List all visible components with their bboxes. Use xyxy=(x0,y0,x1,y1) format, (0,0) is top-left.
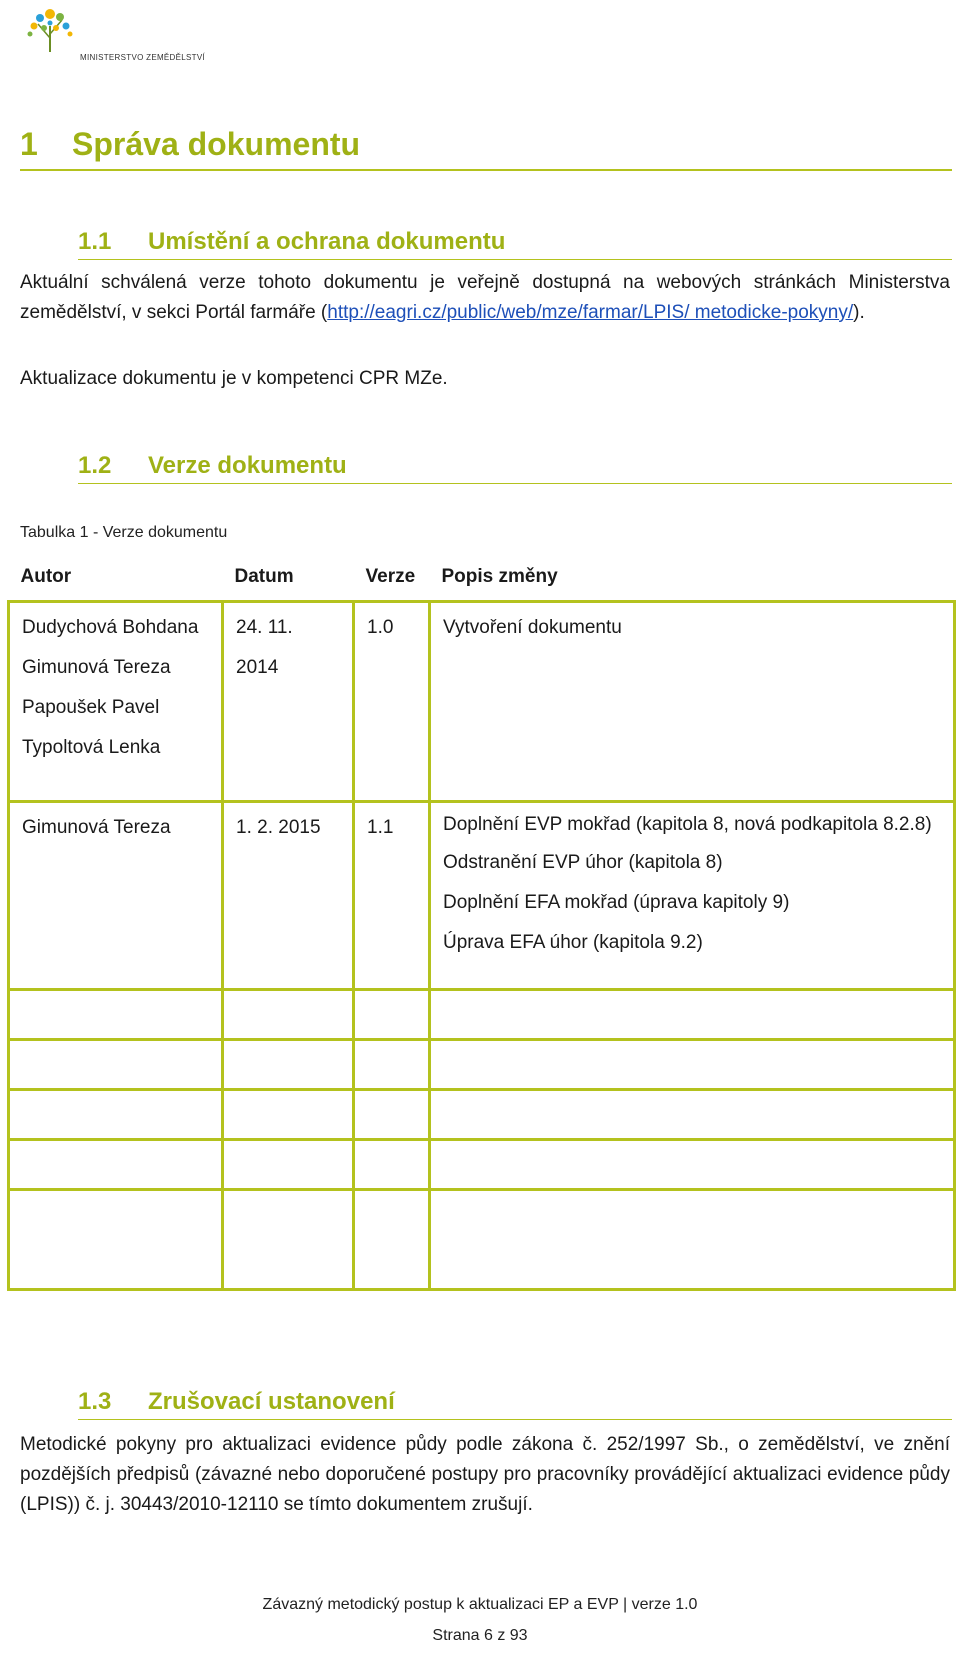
change-item: Doplnění EFA mokřad (úprava kapitoly 9) xyxy=(443,892,790,913)
change-item: Doplnění EVP mokřad (kapitola 8, nová podkapitola 8.2.8) xyxy=(443,814,932,835)
chapter-number: 1 xyxy=(20,126,38,162)
section-heading-1-3 xyxy=(78,1388,952,1420)
column-header-date: Datum xyxy=(223,553,354,602)
version-cell: 1.1 xyxy=(354,802,430,990)
change-item: Úprava EFA úhor (kapitola 9.2) xyxy=(443,932,703,953)
ministry-logo xyxy=(20,4,205,66)
section-title: Umístění a ochrana dokumentu xyxy=(148,228,506,255)
section-title: Zrušovací ustanovení xyxy=(148,1388,395,1415)
empty-table-row xyxy=(9,1140,955,1190)
description-cell xyxy=(430,802,955,990)
logo-text: MINISTERSTVO ZEMĚDĚLSTVÍ xyxy=(80,53,205,62)
author-cell xyxy=(9,802,223,990)
chapter-title: Správa dokumentu xyxy=(72,126,361,162)
table-row xyxy=(9,802,955,990)
section-heading-1-1 xyxy=(78,228,952,260)
column-header-author: Autor xyxy=(9,553,223,602)
empty-table-row xyxy=(9,1040,955,1090)
availability-text-end: ). xyxy=(853,302,865,323)
table-row xyxy=(9,602,955,802)
section-title: Verze dokumentu xyxy=(148,452,347,479)
author-name: Gimunová Tereza xyxy=(22,817,171,838)
version-cell: 1.0 xyxy=(354,602,430,802)
empty-table-row xyxy=(9,1190,955,1290)
table-header-row xyxy=(9,553,955,602)
author-name: Papoušek Pavel xyxy=(22,697,160,718)
description-cell xyxy=(430,602,955,802)
chapter-heading xyxy=(20,126,952,171)
author-cell xyxy=(9,602,223,802)
table-caption: Tabulka 1 - Verze dokumentu xyxy=(20,524,228,541)
author-name: Dudychová Bohdana xyxy=(22,617,199,638)
availability-text: Aktuální schválená verze tohoto dokumentu je veřejně dostupná na webových stránkách Ministerstva zemědělství, v sekci Portál farmáře ( xyxy=(20,272,950,323)
portal-link[interactable]: http://eagri.cz/public/web/mze/farmar/LPIS/ metodicke-pokyny/ xyxy=(327,302,854,323)
tree-logo-icon xyxy=(20,4,80,54)
column-header-description: Popis změny xyxy=(430,553,955,602)
section-heading-1-2 xyxy=(78,452,952,484)
competence-paragraph: Aktualizace dokumentu je v kompetenci CPR MZe. xyxy=(20,368,448,389)
repeal-paragraph: Metodické pokyny pro aktualizaci evidence půdy podle zákona č. 252/1997 Sb., o zemědělství, ve znění pozdějších předpisů (závazné nebo doporučené postupy pro pracovníky provádějící aktualizaci evidence půdy (LPIS)) č. j. 30443/2010-12110 se tímto dokumentem zrušují. xyxy=(20,1434,950,1515)
empty-table-row xyxy=(9,1090,955,1140)
section-number: 1.1 xyxy=(78,228,112,255)
page-number: Strana 6 z 93 xyxy=(432,1627,528,1644)
author-name: Gimunová Tereza xyxy=(22,657,171,678)
date-cell: 1. 2. 2015 xyxy=(223,802,354,990)
footer-title: Závazný metodický postup k aktualizaci EP a EVP | verze 1.0 xyxy=(262,1596,698,1613)
column-header-version: Verze xyxy=(354,553,430,602)
change-item: Odstranění EVP úhor (kapitola 8) xyxy=(443,852,723,873)
version-table xyxy=(7,553,956,1291)
author-name: Typoltová Lenka xyxy=(22,737,161,758)
change-item: Vytvoření dokumentu xyxy=(443,617,622,638)
section-number: 1.2 xyxy=(78,452,112,479)
availability-paragraph xyxy=(20,268,950,328)
empty-table-row xyxy=(9,990,955,1040)
section-number: 1.3 xyxy=(78,1388,112,1415)
date-cell: 24. 11. 2014 xyxy=(223,602,354,802)
